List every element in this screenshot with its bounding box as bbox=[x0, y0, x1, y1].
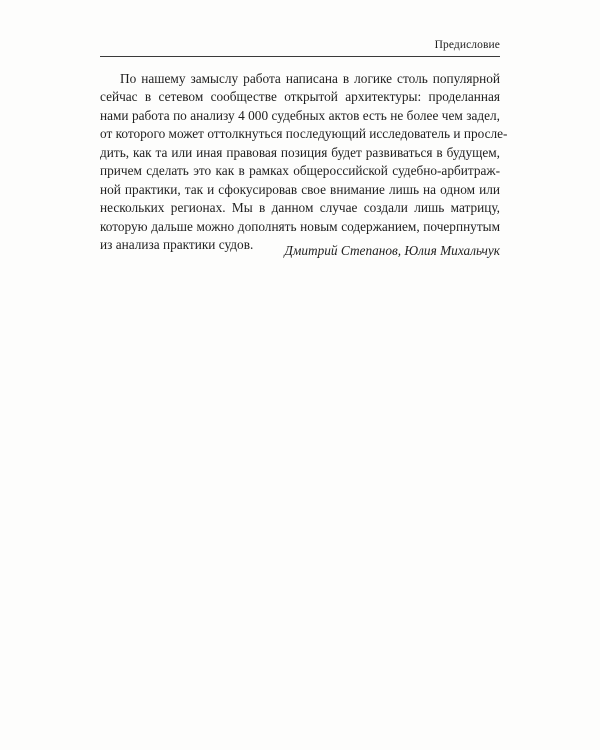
paragraph-line: от которого может оттолкнуться последующий исследователь и просле- bbox=[100, 126, 508, 142]
paragraph-line: дить, как та или иная правовая позиция будет развиваться в будущем, bbox=[100, 144, 500, 160]
header-divider bbox=[100, 56, 500, 57]
author-signature: Дмитрий Степанов, Юлия Михальчук bbox=[284, 243, 500, 258]
paragraph-line: причем сделать это как в рамках общероссийской судебно-арбитраж- bbox=[100, 163, 500, 179]
paragraph-line: которую дальше можно дополнять новым содержанием, почерпнутым bbox=[100, 218, 500, 234]
preface-paragraph bbox=[100, 70, 508, 254]
paragraph-line: нескольких регионах. Мы в данном случае создали лишь матрицу, bbox=[100, 200, 500, 216]
paragraph-line: нами работа по анализу 4 000 судебных актов есть не более чем задел, bbox=[100, 107, 500, 123]
paragraph-line: ной практики, так и сфокусировав свое внимание лишь на одном или bbox=[100, 181, 500, 197]
paragraph-line: сейчас в сетевом сообществе открытой архитектуры: проделанная bbox=[100, 89, 500, 105]
paragraph-line: По нашему замыслу работа написана в логике столь популярной bbox=[120, 71, 500, 86]
paragraph-line: из анализа практики судов. bbox=[100, 236, 254, 252]
running-header: Предисловие bbox=[434, 39, 500, 51]
